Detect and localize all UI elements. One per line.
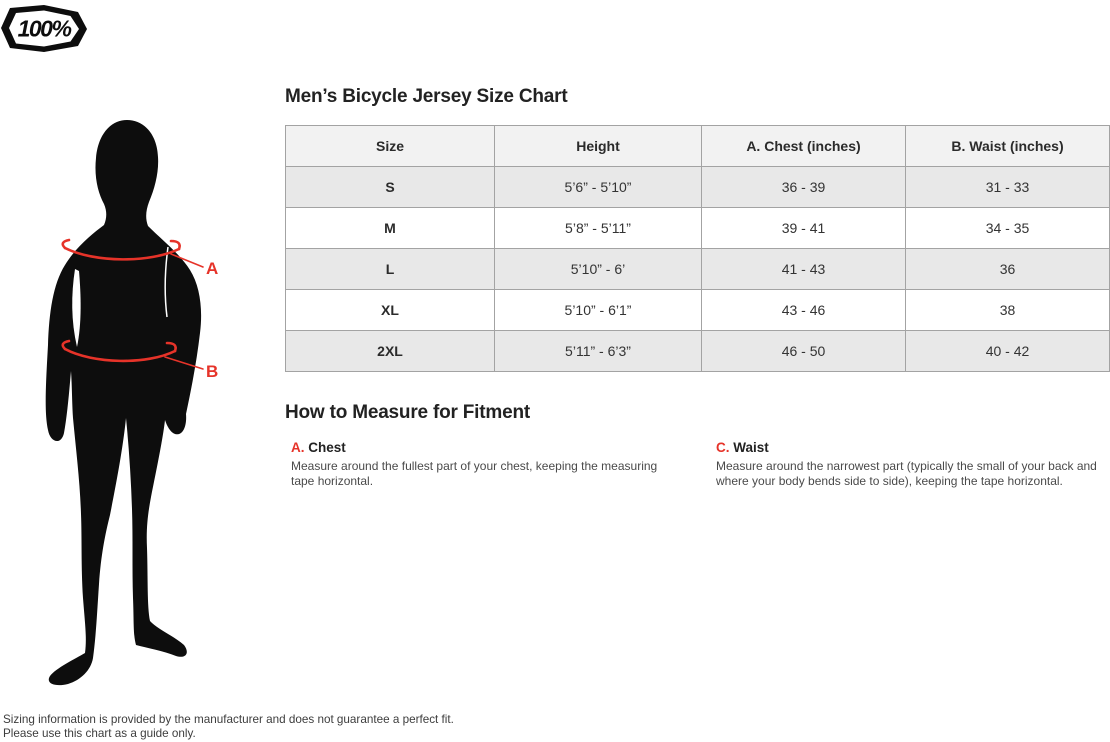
measure-section-title: How to Measure for Fitment: [285, 402, 530, 423]
measure-item-chest-label: [291, 440, 669, 455]
waist-measure-label-b: B: [206, 362, 219, 381]
column-header-waist: B. Waist (inches): [906, 126, 1110, 167]
table-row-s: [286, 167, 1110, 208]
logo-text: 100%: [17, 15, 71, 42]
chest-arc-right-hook: [171, 241, 180, 249]
cell-height: 5’6” - 5’10”: [495, 167, 702, 208]
cell-waist: 34 - 35: [906, 208, 1110, 249]
measure-desc-waist: Measure around the narrowest part (typically the small of your back and where your body bends side to side), keeping the tape horizontal.: [716, 459, 1097, 488]
cell-chest: 41 - 43: [702, 249, 906, 290]
measure-key-a: A.: [291, 440, 305, 455]
table-row-m: [286, 208, 1110, 249]
measure-item-chest: [291, 440, 669, 489]
cell-height: 5’11” - 6’3”: [495, 331, 702, 372]
cell-chest: 46 - 50: [702, 331, 906, 372]
size-chart-table: [285, 125, 1110, 372]
brand-logo-100percent: [0, 4, 88, 54]
cell-size: 2XL: [286, 331, 495, 372]
table-row-xl: [286, 290, 1110, 331]
sizing-disclaimer: [3, 713, 454, 741]
measure-name-waist: Waist: [733, 440, 769, 455]
chest-measure-label-a: A: [206, 259, 219, 278]
size-chart-title: Men’s Bicycle Jersey Size Chart: [285, 86, 568, 107]
measure-key-c: C.: [716, 440, 730, 455]
disclaimer-line-1: Sizing information is provided by the manufacturer and does not guarantee a perfect fit.: [3, 713, 454, 726]
measure-name-chest: Chest: [308, 440, 346, 455]
body-silhouette-figure: [35, 117, 220, 687]
cell-chest: 39 - 41: [702, 208, 906, 249]
cell-waist: 31 - 33: [906, 167, 1110, 208]
silhouette-body: [46, 120, 201, 685]
cell-height: 5’8” - 5’11”: [495, 208, 702, 249]
measure-item-waist: [716, 440, 1106, 489]
cell-chest: 36 - 39: [702, 167, 906, 208]
cell-size: S: [286, 167, 495, 208]
disclaimer-line-2: Please use this chart as a guide only.: [3, 727, 196, 741]
cell-size: L: [286, 249, 495, 290]
cell-height: 5’10” - 6’1”: [495, 290, 702, 331]
table-row-l: [286, 249, 1110, 290]
cell-waist: 38: [906, 290, 1110, 331]
cell-size: M: [286, 208, 495, 249]
cell-height: 5’10” - 6’: [495, 249, 702, 290]
cell-chest: 43 - 46: [702, 290, 906, 331]
cell-size: XL: [286, 290, 495, 331]
column-header-chest: A. Chest (inches): [702, 126, 906, 167]
chest-arc-left-hook: [63, 240, 69, 248]
column-header-size: Size: [286, 126, 495, 167]
cell-waist: 36: [906, 249, 1110, 290]
measure-desc-chest: Measure around the fullest part of your chest, keeping the measuring tape horizontal.: [291, 459, 658, 488]
table-row-2xl: [286, 331, 1110, 372]
cell-waist: 40 - 42: [906, 331, 1110, 372]
column-header-height: Height: [495, 126, 702, 167]
table-header-row: [286, 126, 1110, 167]
measure-item-waist-label: [716, 440, 1106, 455]
